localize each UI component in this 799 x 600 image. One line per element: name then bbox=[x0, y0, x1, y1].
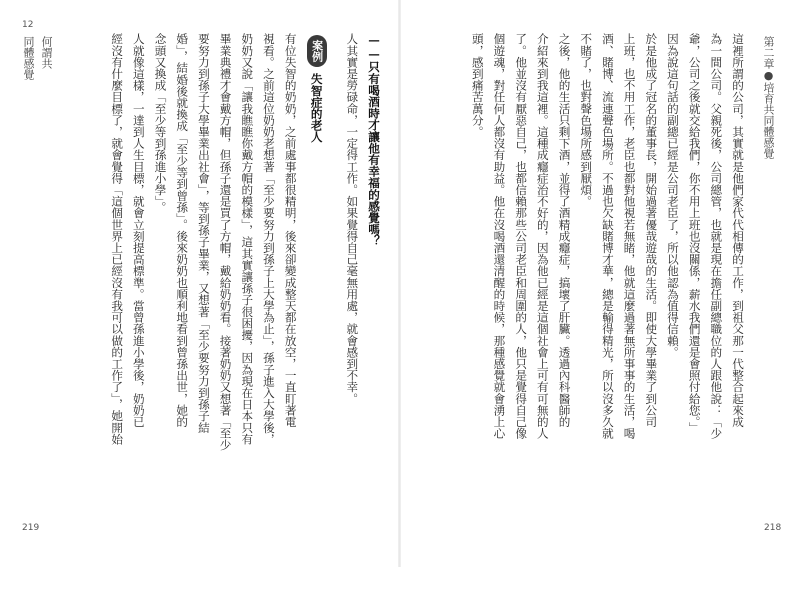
text-line: 爺，公司之後就交給我們，你不用上班也沒關係，薪水我們還是會照付給您。」 bbox=[687, 33, 702, 434]
text-line: 為一間公司。父親死後，公司總管，也就是現在擔任副總職位的人跟他說：「少 bbox=[709, 33, 724, 439]
text-line: 奶奶又說「讓我瞧瞧你戴方帽的模樣」，這其實讓孫子很困擾，因為現在日本只有 bbox=[240, 33, 255, 445]
text-line: 酒、賭博、流連聲色場所。不過也欠缺賭博才華，總是輸得精光，所以沒多久就 bbox=[600, 33, 615, 439]
text-line: 婚」，結婚後就換成「至少等到曾孫」。後來奶奶也順利地看到曾孫出世，她的 bbox=[175, 33, 190, 428]
section-header bbox=[20, 36, 54, 80]
left-page-text bbox=[50, 33, 384, 600]
text-line: 因為說這句話的副總已經是公司老臣了，所以他認為值得信賴。 bbox=[665, 33, 680, 358]
text-line: 經沒有什麼目標了，就會覺得「這個世界上已經沒有我可以做的工作了」，她開始 bbox=[110, 33, 125, 445]
text-line: 人就像這樣，一達到人生目標，就會立刻提高標準。當曾孫進小學後，奶奶已 bbox=[131, 33, 146, 428]
page-number-right: 218 bbox=[764, 523, 782, 533]
text-line: 這裡所謂的公司，其實就是他們家代代相傳的工作，到祖父那一代整合起來成 bbox=[731, 33, 745, 428]
text-line: 了。他並沒有厭惡自己，也都信賴那些公司老臣和周圍的人，他只是覺得自己像 bbox=[514, 33, 529, 439]
section-header-prefix: 何謂共 bbox=[40, 36, 53, 69]
text-line: 不賭了，也對聲色場所感到厭煩。 bbox=[579, 33, 594, 207]
text-line: 畢業典禮才會戴方帽，但孫子還是買了方帽，戴給奶奶看。接著奶奶又想著「至少 bbox=[218, 33, 233, 451]
section-header-title: 同體感覺 bbox=[22, 36, 35, 80]
case-badge: 案例 bbox=[307, 35, 327, 67]
text-line: 之後，他的生活只剩下酒，並得了酒精成癮症，搞壞了肝臟。透過內科醫師的 bbox=[557, 33, 572, 428]
book-gutter bbox=[398, 0, 401, 567]
text-line: 頭，感到痛苦萬分。 bbox=[470, 33, 485, 138]
text-line: 有位失智的奶奶，之前處事都很精明，後來卻變成整天都在放空，一直盯著電 bbox=[283, 33, 298, 428]
text-line: 上班，也不用工作，老臣也都對他視若無睹，他就這麼過著無所事事的生活，喝 bbox=[622, 33, 637, 439]
text-line: 念頭又換成「至少等到孫進小學」。 bbox=[153, 33, 168, 213]
case-title: 失智症的老人 bbox=[309, 73, 324, 143]
text-line: 介紹來到我這裡。這種成癮症治不好的，因為他已經是這個社會上可有可無的人 bbox=[535, 33, 550, 439]
page-number-left: 219 bbox=[22, 523, 40, 533]
text-line: 視看。之前這位奶奶老想著「至少要努力到孫子上大學為止」，孫子進入大學後， bbox=[261, 33, 276, 445]
right-page-text bbox=[418, 33, 748, 600]
case-heading bbox=[305, 33, 329, 143]
question-answer: 人其實是勞碌命，一定得工作。如果覺得自己毫無用處，就會感到不幸。 bbox=[345, 33, 360, 405]
text-line: 個遊魂，對任何人都沒有助益。他在沒喝酒還清醒的時候，那種感覺就會湧上心 bbox=[492, 33, 507, 439]
text-line: 於是他成了冠名的董事長，開始過著優哉遊哉的生活。即使大學畢業了到公司 bbox=[644, 33, 659, 428]
text-line: 要努力到孫子大學畢業出社會」，等到孫子畢業，又想著「至少要努力到孫子結 bbox=[196, 33, 211, 434]
question-line: ——只有喝酒時才讓他有幸福的感覺嗎？ bbox=[367, 33, 381, 247]
chapter-header: 第二章●培育共同體感覺 bbox=[762, 36, 775, 159]
page-number-left-top: 12 bbox=[22, 20, 34, 30]
